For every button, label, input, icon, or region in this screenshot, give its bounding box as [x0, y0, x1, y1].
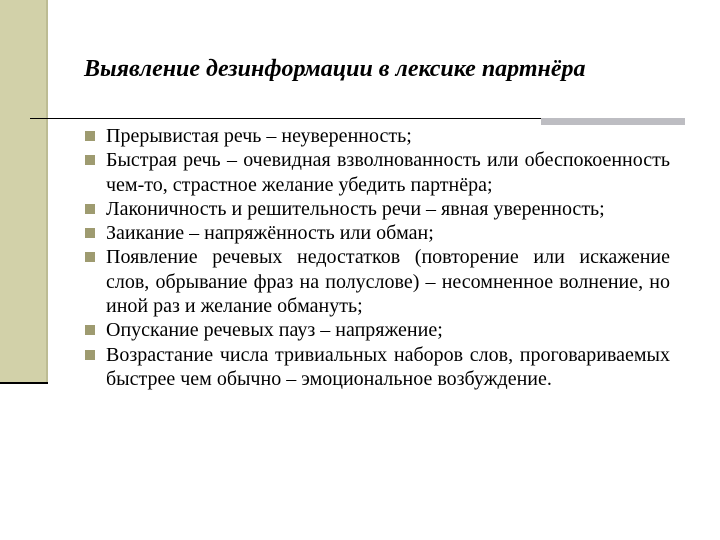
square-bullet-icon: [85, 131, 95, 141]
square-bullet-icon: [85, 155, 95, 165]
square-bullet-icon: [85, 252, 95, 262]
bullet-item: [84, 197, 670, 221]
bullet-text: Заикание – напряжённость или обман;: [106, 222, 434, 245]
band-bottom-line: [0, 382, 48, 384]
bullet-item: [84, 124, 670, 148]
bullet-text: Опускание речевых пауз – напряжение;: [106, 319, 443, 342]
bullet-item: [84, 245, 670, 318]
square-bullet-icon: [85, 204, 95, 214]
bullet-text: Возрастание числа тривиальных наборов слов, проговариваемых быстрее чем обычно – эмоциональное возбуждение.: [106, 343, 670, 390]
bullet-item: [84, 318, 670, 342]
bullet-text: Быстрая речь – очевидная взволнованность или обеспокоенность чем-то, страстное желание убедить партнёра;: [106, 149, 670, 196]
bullet-item: [84, 221, 670, 245]
slide-title: Выявление дезинформации в лексике партнёра: [84, 56, 586, 82]
bullet-text: Появление речевых недостатков (повторение или искажение слов, обрывание фраз на полуслове) – несомненное волнение, но иной раз и желание обмануть;: [106, 246, 670, 318]
square-bullet-icon: [85, 228, 95, 238]
bullet-item: [84, 148, 670, 197]
bullet-text: Лаконичность и решительность речи – явная уверенность;: [106, 197, 605, 220]
square-bullet-icon: [85, 350, 95, 360]
left-band-edge: [46, 0, 48, 383]
square-bullet-icon: [85, 325, 95, 335]
bullet-item: [84, 343, 670, 392]
left-decorative-band: [0, 0, 46, 383]
bullet-text: Прерывистая речь – неуверенность;: [106, 125, 412, 147]
bullet-list: [84, 124, 670, 391]
